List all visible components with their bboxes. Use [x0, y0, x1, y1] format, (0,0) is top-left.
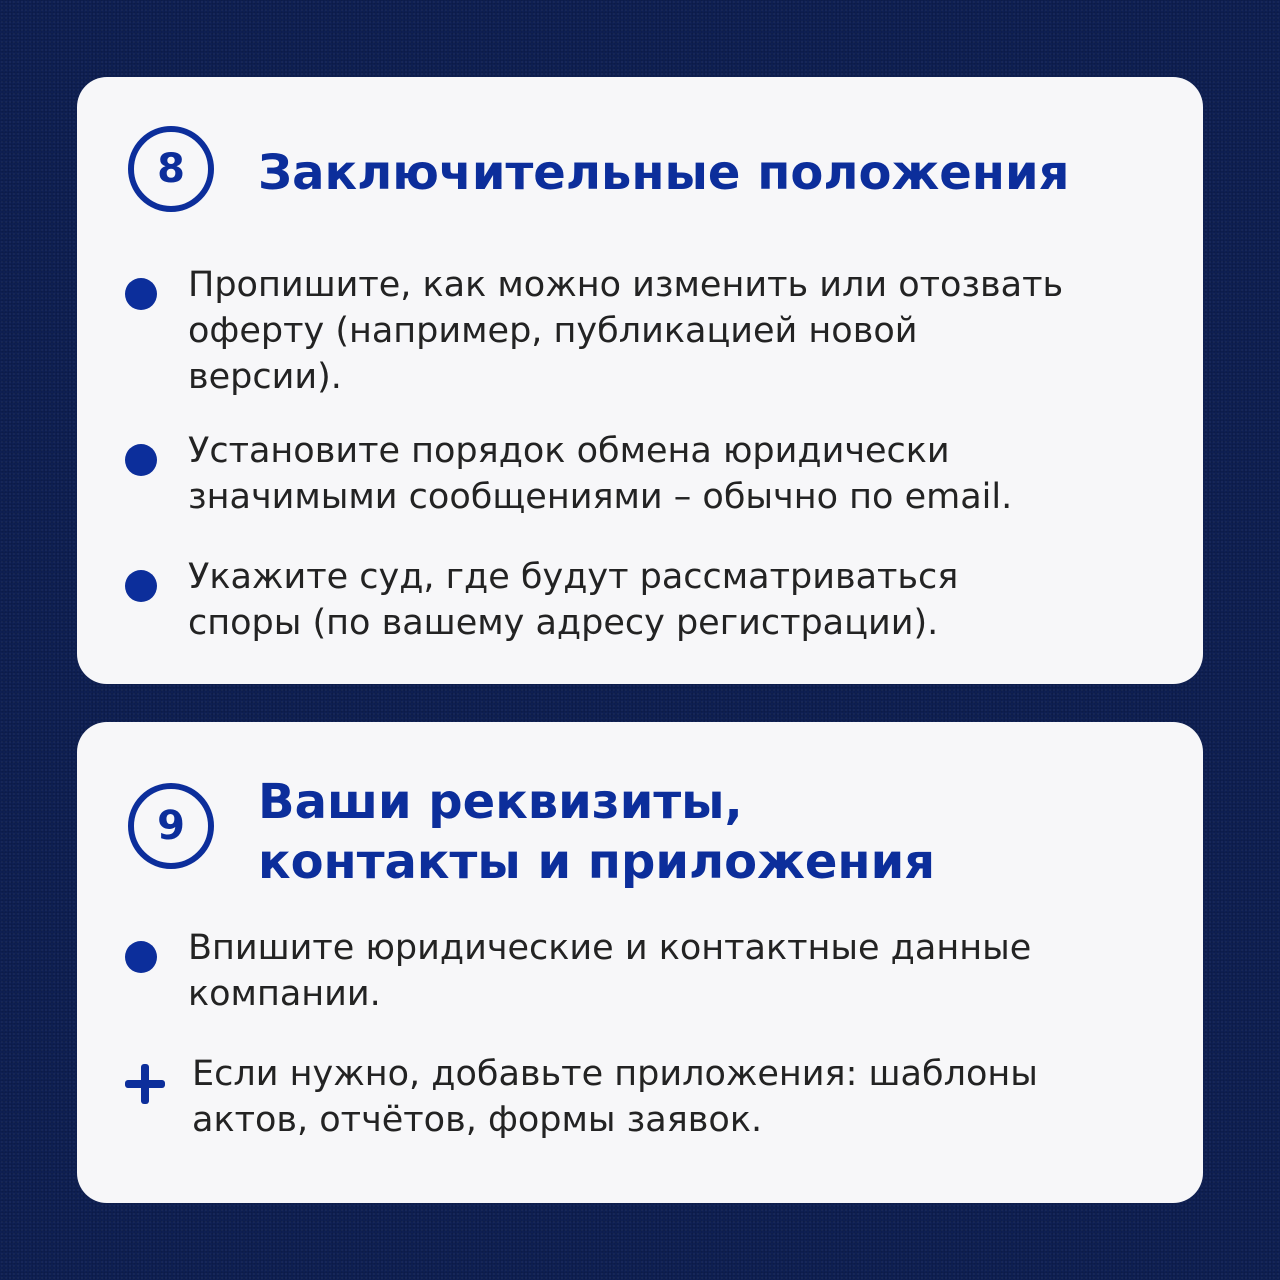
- list-item-text: Если нужно, добавьте приложения: шаблоны актов, отчётов, формы заявок.: [192, 1054, 1038, 1140]
- list-item-text: Пропишите, как можно изменить или отозвать оферту (например, публикацией новой версии).: [188, 265, 1064, 397]
- plus-icon: [125, 1064, 165, 1104]
- list-item-text: Впишите юридические и контактные данные компании.: [188, 928, 1032, 1014]
- list-item: [125, 262, 1173, 402]
- list-item: [125, 1051, 1173, 1145]
- list-item: [125, 428, 1173, 522]
- bullet-dot-icon: [125, 941, 157, 973]
- list-item: [125, 925, 1173, 1019]
- bullet-dot-icon: [125, 278, 157, 310]
- section-number-badge: 8: [128, 126, 214, 212]
- section-card-8: [77, 77, 1203, 684]
- list-item: [125, 554, 1173, 648]
- list-item-text: Укажите суд, где будут рассматриваться споры (по вашему адресу регистрации).: [188, 557, 959, 643]
- section-card-9: [77, 722, 1203, 1203]
- section-title: Заключительные положения: [258, 145, 1070, 201]
- bullet-dot-icon: [125, 570, 157, 602]
- section-number-badge: 9: [128, 783, 214, 869]
- section-title: Ваши реквизиты, контакты и приложения: [258, 774, 936, 890]
- list-item-text: Установите порядок обмена юридически значимыми сообщениями – обычно по email.: [188, 431, 1013, 517]
- bullet-dot-icon: [125, 444, 157, 476]
